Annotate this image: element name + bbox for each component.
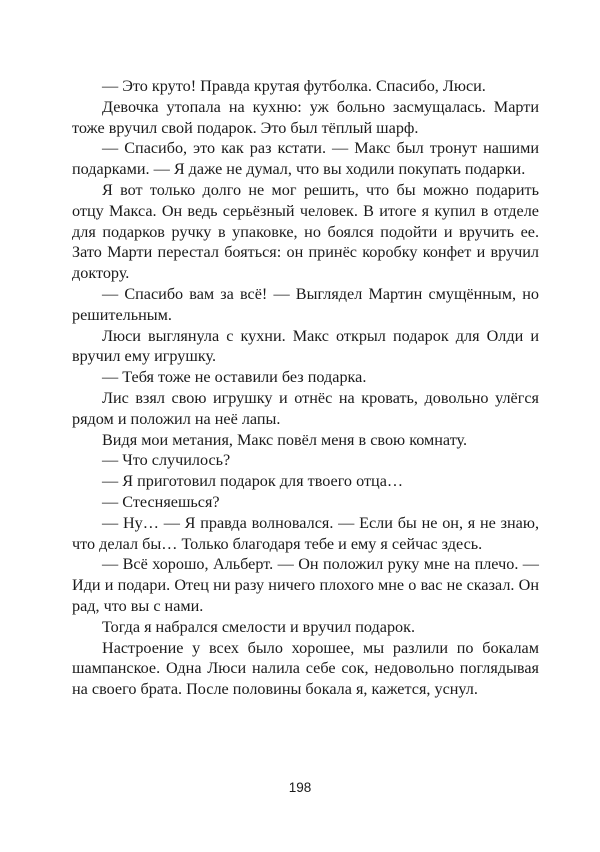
paragraph: — Я приготовил подарок для твоего отца…	[102, 472, 404, 491]
paragraph: — Это круто! Правда крутая футболка. Спасибо, Люси.	[102, 77, 486, 95]
body-text	[72, 76, 539, 700]
paragraph: Лис взял свою игрушку и отнёс на кровать, довольно улёгся рядом и положил на неё лапы.	[72, 388, 539, 428]
paragraph: Настроение у всех было хорошее, мы разлили по бокалам шампанское. Одна Люси налила себе сок, недовольно поглядывая на своего брата. После половины бокала я, кажется, уснул.	[72, 638, 539, 699]
paragraph: — Ну… — Я правда волновался. — Если бы не он, я не знаю, что делал бы… Только благодаря тебе и ему я сейчас здесь.	[72, 513, 539, 553]
paragraph: — Всё хорошо, Альберт. — Он положил руку мне на плечо. — Иди и подари. Отец ни разу ничего плохого мне о вас не сказал. Он рад, что вы с нами.	[72, 555, 539, 615]
paragraph: Люси выглянула с кухни. Макс открыл подарок для Олди и вручил ему игрушку.	[72, 326, 539, 366]
paragraph: Я вот только долго не мог решить, что бы можно подарить отцу Макса. Он ведь серьёзный человек. В итоге я купил в отделе для подарков ручку в упаковке, но боялся подойти и вручить ее. Зато Марти перестал бояться: он принёс коробку конфет и вручил доктору.	[72, 180, 539, 283]
paragraph: Девочка утопала на кухню: уж больно засмущалась. Марти тоже вручил свой подарок. Это был тёплый шарф.	[72, 97, 539, 137]
paragraph: — Спасибо, это как раз кстати. — Макс был тронут нашими подарками. — Я даже не думал, что вы ходили покупать подарки.	[72, 139, 539, 179]
paragraph: — Тебя тоже не оставили без подарка.	[102, 368, 367, 387]
paragraph: Видя мои метания, Макс повёл меня в свою комнату.	[102, 430, 468, 449]
page-number: 198	[288, 780, 312, 795]
paragraph: Тогда я набрался смелости и вручил подарок.	[102, 617, 416, 636]
paragraph: — Что случилось?	[102, 451, 231, 470]
paragraph: — Спасибо вам за всё! — Выглядел Мартин смущённым, но решительным.	[72, 284, 539, 324]
paragraph: — Стесняешься?	[102, 492, 220, 511]
